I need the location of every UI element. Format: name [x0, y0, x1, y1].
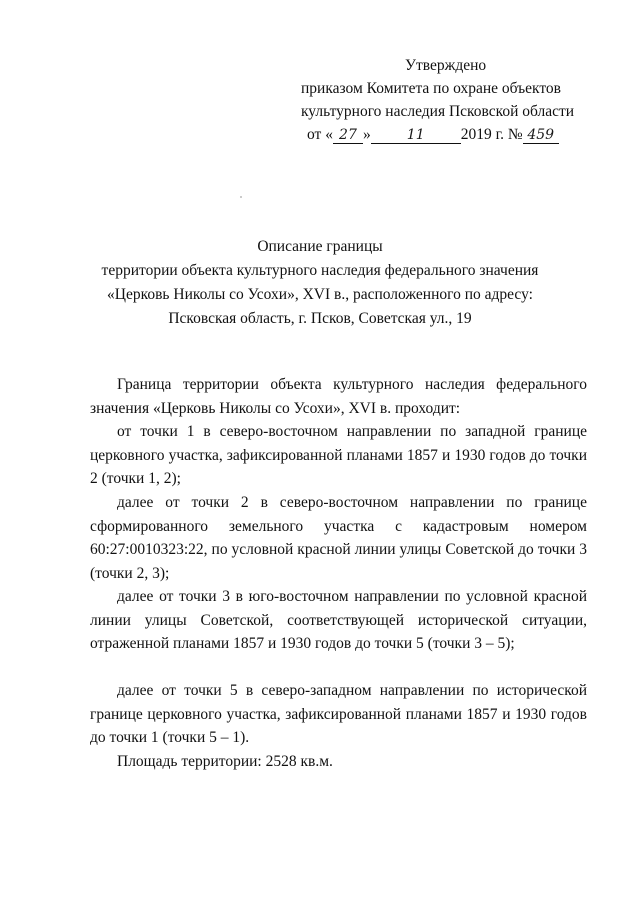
approval-heading: Утверждено	[405, 57, 487, 74]
handwritten-order-number: 459	[523, 127, 559, 144]
approval-date-line	[307, 124, 559, 146]
body-paragraph-2	[90, 491, 587, 585]
paragraph-text: далее от точки 2 в северо-восточном направлении по границе сформированного земельного участка с кадастровым номером 60:27:0010323:22, по условной красной линии улицы Советской до точки 3 (точки 2, 3);	[90, 494, 587, 582]
approval-order-line: приказом Комитета по охране объектов	[301, 80, 562, 97]
body-paragraph-3	[90, 585, 587, 656]
year-and-number-label: 2019 г. №	[460, 126, 523, 143]
body-paragraph-intro	[90, 373, 587, 420]
paragraph-text: далее от точки 5 в северо-западном направлении по исторической границе церковного участка, зафиксированной планами 1857 и 1930 годов до точки 1 (точки 5 – 1).	[90, 682, 587, 746]
paragraph-text: далее от точки 3 в юго-восточном направлении по условной красной линии улицы Советской, соответствующей исторической ситуации, отраженной планами 1857 и 1930 годов до точки 5 (точки 3 – 5);	[90, 588, 587, 652]
title-line-3: «Церковь Николы со Усохи», XVI в., расположенного по адресу:	[107, 286, 533, 303]
paragraph-text: Граница территории объекта культурного наследия федерального значения «Церковь Николы со Усохи», XVI в. проходит:	[90, 376, 587, 417]
handwritten-month: 11	[371, 127, 461, 144]
scan-speck	[240, 196, 242, 198]
body-paragraph-4	[90, 679, 587, 750]
handwritten-day: 27	[333, 127, 363, 144]
body-paragraph-area	[90, 750, 587, 774]
body-paragraph-1	[90, 420, 587, 491]
date-prefix: от «	[307, 126, 333, 143]
document-title: Описание границы	[257, 238, 383, 255]
approval-committee-line: культурного наследия Псковской области	[301, 103, 575, 120]
date-mid: »	[362, 126, 371, 143]
title-line-2: территории объекта культурного наследия федерального значения	[101, 262, 539, 279]
paragraph-text: Площадь территории: 2528 кв.м.	[117, 753, 333, 770]
title-line-4: Псковская область, г. Псков, Советская ул., 19	[168, 310, 472, 327]
paragraph-text: от точки 1 в северо-восточном направлении по западной границе церковного участка, зафиксированной планами 1857 и 1930 годов до точки 2 (точки 1, 2);	[90, 423, 587, 487]
